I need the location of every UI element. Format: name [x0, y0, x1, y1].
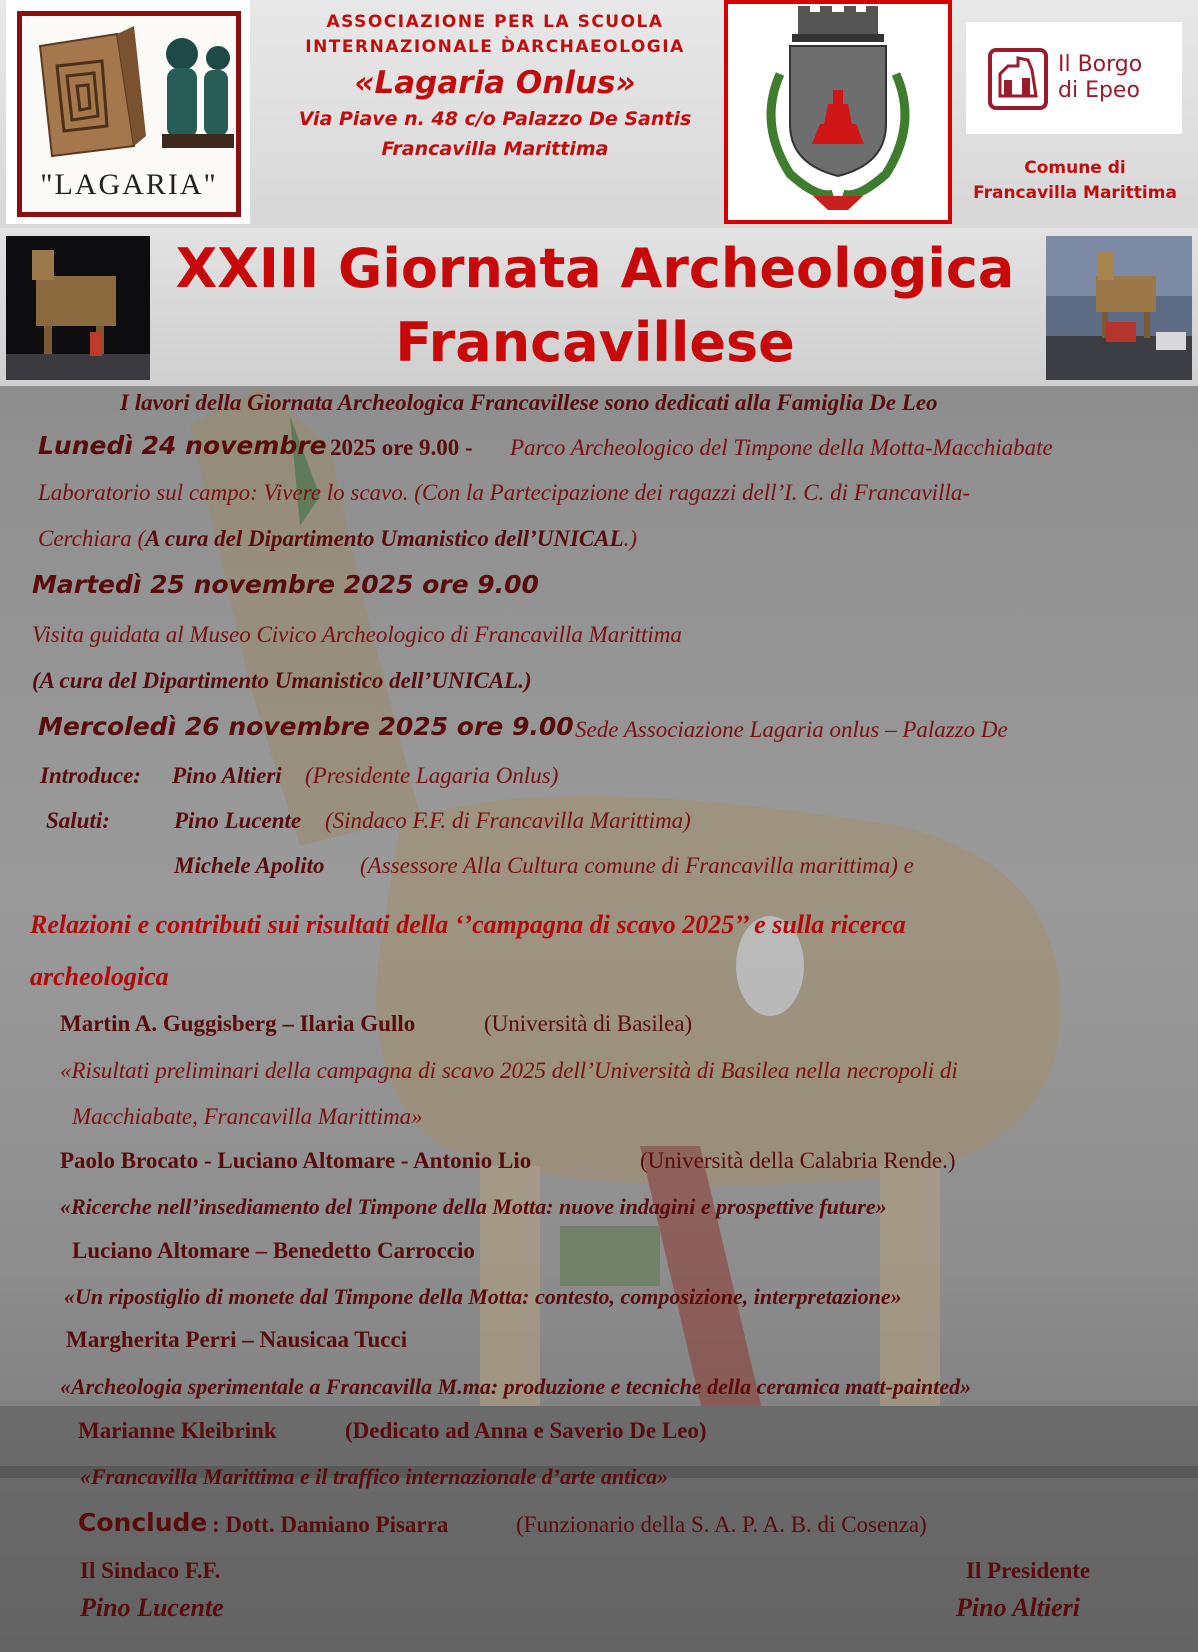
comune-line-2: Francavilla Marittima [973, 183, 1177, 203]
introduce-label: Introduce: [40, 763, 141, 788]
talk5-title: «Francavilla Marittima e il traffico internazionale d’arte antica» [80, 1464, 669, 1489]
talk1-title-line-1: «Risultati preliminari della campagna di scavo 2025 dell’Università di Basilea nella necropoli di [60, 1058, 958, 1083]
association-city: Francavilla Marittima [381, 138, 609, 160]
saluti-label: Saluti: [46, 808, 110, 833]
day1-desc-line-1: Laboratorio sul campo: Vivere lo scavo. (Con la Partecipazione dei ragazzi dell’I. C. di Francavilla- [38, 480, 971, 505]
signature-left-role: Il Sindaco F.F. [80, 1558, 221, 1583]
saluti-1-name: Pino Lucente [174, 808, 302, 833]
signature-right-name: Pino Altieri [956, 1593, 1080, 1622]
day1-desc-line-2-end: .) [623, 526, 638, 551]
borgo-logo-line-1: Il Borgo [1058, 52, 1143, 77]
talk2-affiliation: (Università della Calabria Rende.) [640, 1148, 956, 1173]
day2-date: Martedì 25 novembre 2025 ore 9.00 [32, 570, 539, 599]
talk5-author: Marianne Kleibrink [78, 1418, 277, 1443]
day3-place: Sede Associazione Lagaria onlus – Palazzo De [575, 717, 1008, 742]
day1-year-time: 2025 ore 9.00 - [330, 435, 473, 460]
relazioni-heading-line-2: archeologica [30, 962, 169, 991]
association-line-1: ASSOCIAZIONE PER LA SCUOLA [326, 12, 664, 32]
association-line-2: INTERNAZIONALE D̀ARCHAEOLOGIA [305, 37, 685, 57]
day1-desc-line-2-start: Cerchiara ( [38, 526, 146, 551]
coat-of-arms-icon [728, 4, 948, 220]
talk4-title: «Archeologia sperimentale a Francavilla M.ma: produzione e tecniche della ceramica matt-painted» [60, 1374, 972, 1399]
introduce-name: Pino Altieri [172, 763, 282, 788]
day1-desc-line-2 [38, 526, 637, 552]
saluti-1-role: (Sindaco F.F. di Francavilla Marittima) [325, 808, 691, 833]
association-block [255, 10, 735, 164]
talk1-affiliation: (Università di Basilea) [484, 1011, 693, 1036]
signature-right-role: Il Presidente [966, 1558, 1091, 1583]
horse-night-photo [6, 236, 150, 380]
relazioni-heading-line-1: Relazioni e contributi sui risultati della ‘’campagna di scavo 2025’’ e sulla ricerca [30, 910, 906, 939]
event-title [150, 232, 1040, 380]
day1-place: Parco Archeologico del Timpone della Motta-Macchiabate [510, 435, 1053, 460]
lagaria-artifact-icon [22, 16, 236, 166]
conclude-name: : Dott. Damiano Pisarra [212, 1512, 449, 1537]
talk2-authors: Paolo Brocato - Luciano Altomare - Antonio Lio [60, 1148, 532, 1173]
lagaria-logo-caption: "LAGARIA" [40, 168, 218, 201]
signature-left-name: Pino Lucente [80, 1593, 224, 1622]
talk3-authors: Luciano Altomare – Benedetto Carroccio [72, 1238, 475, 1263]
saluti-2-role: (Assessore Alla Cultura comune di Francavilla marittima) e [360, 853, 914, 878]
talk2-title: «Ricerche nell’insediamento del Timpone della Motta: nuove indagini e prospettive future» [60, 1194, 887, 1219]
lagaria-logo [6, 0, 250, 224]
borgo-horse-icon [988, 48, 1048, 110]
coat-of-arms [724, 0, 952, 224]
borgo-di-epeo-logo [966, 22, 1182, 134]
conclude-label: Conclude [78, 1508, 208, 1537]
dedication-line: I lavori della Giornata Archeologica Francavillese sono dedicati alla Famiglia De Leo [120, 390, 938, 415]
introduce-role: (Presidente Lagaria Onlus) [305, 763, 559, 788]
talk1-authors: Martin A. Guggisberg – Ilaria Gullo [60, 1011, 416, 1036]
horse-dusk-photo [1046, 236, 1192, 380]
talk5-dedication: (Dedicato ad Anna e Saverio De Leo) [345, 1418, 707, 1443]
event-title-line-2: Francavillese [395, 311, 795, 374]
borgo-logo-line-2: di Epeo [1058, 78, 1140, 103]
saluti-2-name: Michele Apolito [174, 853, 325, 878]
comune-line-1: Comune di [1024, 158, 1126, 178]
talk1-title-line-2: Macchiabate, Francavilla Marittima» [72, 1104, 423, 1129]
association-name: «Lagaria Onlus» [354, 65, 636, 101]
day2-desc-line-1: Visita guidata al Museo Civico Archeologico di Francavilla Marittima [32, 622, 682, 647]
day1-date: Lunedì 24 novembre [38, 431, 327, 460]
event-title-line-1: XXIII Giornata Archeologica [175, 237, 1015, 300]
talk4-authors: Margherita Perri – Nausicaa Tucci [66, 1327, 408, 1352]
comune-label [952, 156, 1198, 206]
day1-organizer: A cura del Dipartimento Umanistico dell’UNICAL [145, 526, 624, 551]
conclude-role: (Funzionario della S. A. P. A. B. di Cosenza) [516, 1512, 927, 1537]
day3-date: Mercoledì 26 novembre 2025 ore 9.00 [38, 712, 574, 741]
association-address: Via Piave n. 48 c/o Palazzo De Santis [298, 108, 692, 130]
talk3-title: «Un ripostiglio di monete dal Timpone della Motta: contesto, composizione, interpretazione» [64, 1284, 902, 1309]
day2-desc-line-2: (A cura del Dipartimento Umanistico dell’UNICAL.) [32, 668, 532, 693]
